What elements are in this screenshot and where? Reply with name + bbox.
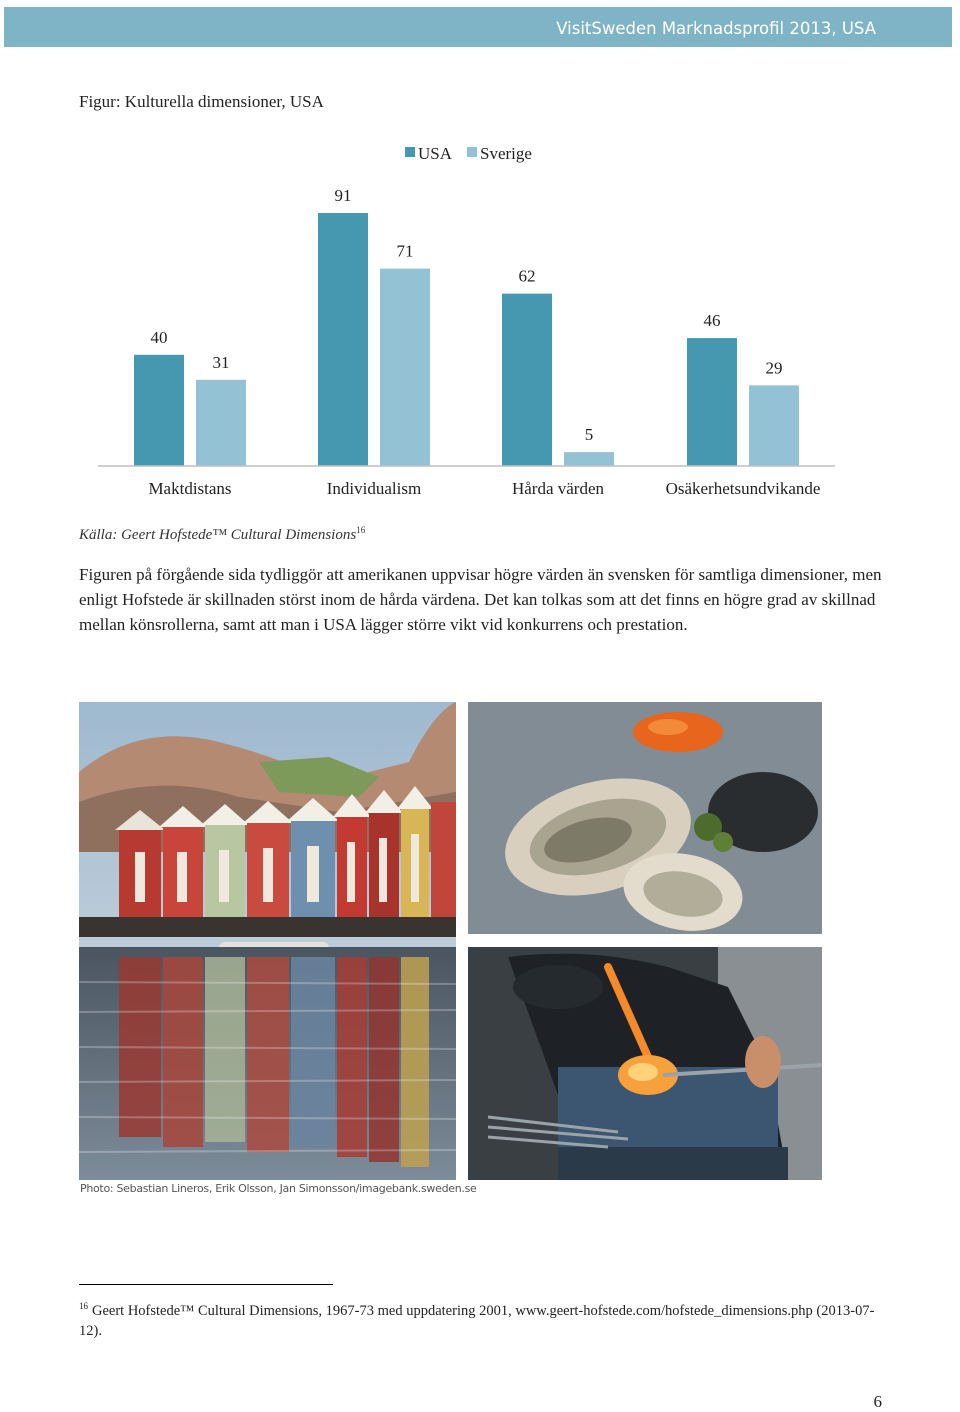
bar-sverige-1 — [196, 380, 246, 466]
category-label-3: Hårda värden — [511, 479, 605, 498]
bar-usa-3 — [502, 294, 552, 466]
category-label-4: Osäkerhetsundvikande — [665, 479, 821, 498]
figure-title: Figur: Kulturella dimensioner, USA — [79, 92, 324, 111]
data-label-usa-1: 40 — [150, 327, 168, 347]
data-label-sverige-4: 29 — [765, 358, 783, 378]
photo-glassblowing — [468, 947, 822, 1180]
data-label-usa-3: 62 — [518, 266, 536, 286]
legend-swatch-sverige — [467, 147, 477, 157]
footnote-divider — [79, 1284, 333, 1285]
bar-sverige-3 — [564, 452, 614, 466]
photo-fishing-huts — [79, 702, 456, 1180]
body-paragraph: Figuren på förgående sida tydliggör att amerikanen uppvisar högre värden än svensken för samtliga dimensioner, men enligt Hofstede är skillnaden störst inom de hårda värdena. Det kan tolkas som att det finns en högre grad av skillnad mellan könsrollerna, samt att man i USA lägger större vikt vid konkurrens och prestation. — [79, 565, 882, 634]
photo-credit: Photo: Sebastian Lineros, Erik Olsson, Jan Simonsson/imagebank.sweden.se — [80, 1182, 477, 1195]
bar-usa-4 — [687, 338, 737, 466]
data-label-sverige-3: 5 — [584, 425, 594, 445]
data-label-usa-4: 46 — [703, 311, 721, 331]
legend-swatch-usa — [405, 147, 415, 157]
chart-source — [79, 525, 365, 544]
category-label-1: Maktdistans — [148, 479, 232, 498]
page-number: 6 — [873, 1392, 882, 1411]
footnote — [79, 1296, 879, 1341]
bar-usa-2 — [318, 213, 368, 466]
footnote-text: Geert Hofstede™ Cultural Dimensions, 1967-73 med uppdatering 2001, www.geert-hofstede.com/hofstede_dimensions.php (2013-07-12). — [79, 1302, 875, 1339]
legend-label-usa: USA — [418, 144, 453, 163]
category-label-2: Individualism — [326, 479, 422, 498]
header-title: VisitSweden Marknadsprofil 2013, USA — [556, 19, 876, 38]
bar-sverige-4 — [749, 385, 799, 466]
data-label-usa-2: 91 — [334, 186, 352, 206]
bar-chart — [0, 0, 960, 520]
data-label-sverige-2: 71 — [396, 241, 414, 261]
legend-label-sverige: Sverige — [480, 144, 532, 163]
bar-usa-1 — [134, 355, 184, 466]
bar-sverige-2 — [380, 269, 430, 466]
photo-oysters — [468, 702, 822, 934]
source-footnote-ref[interactable]: 16 — [356, 525, 366, 535]
source-text: Källa: Geert Hofstede™ Cultural Dimensions — [79, 527, 357, 543]
data-label-sverige-1: 31 — [212, 352, 230, 372]
footnote-number: 16 — [79, 1301, 88, 1311]
